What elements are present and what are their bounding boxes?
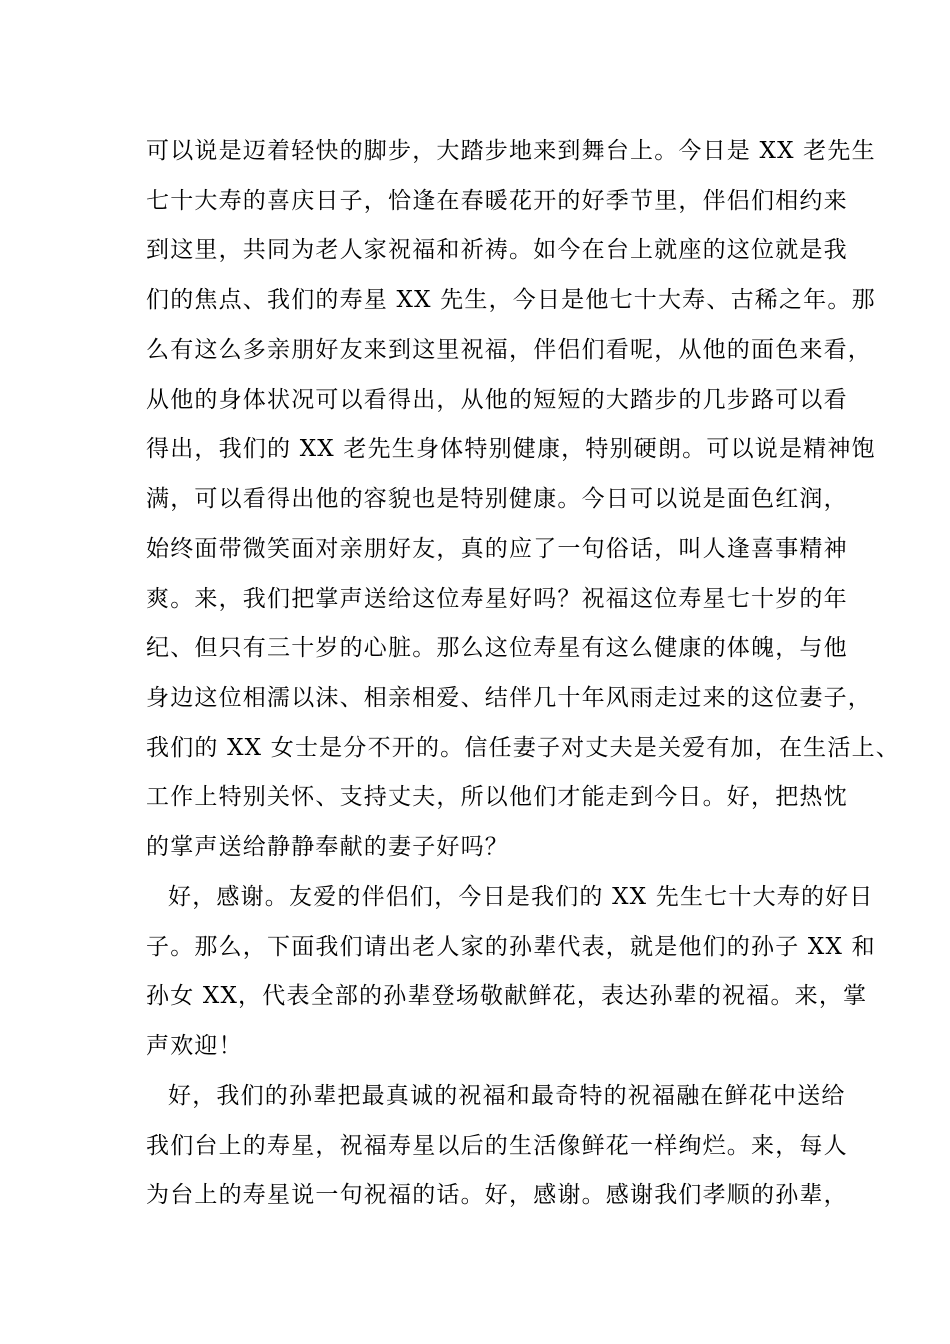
- text-line: 爽。来，我们把掌声送给这位寿星好吗？祝福这位寿星七十岁的年: [146, 586, 848, 612]
- text-line: 工作上特别关怀、支持丈夫，所以他们才能走到今日。好，把热忱: [146, 784, 848, 810]
- text-line: 么有这么多亲朋好友来到这里祝福，伴侣们看呢，从他的面色来看，: [146, 337, 872, 363]
- text-line: 从他的身体状况可以看得出，从他的短短的大踏步的几步路可以看: [146, 387, 848, 413]
- text-line: 为台上的寿星说一句祝福的话。好，感谢。感谢我们孝顺的孙辈，: [146, 1182, 848, 1208]
- text-line: 身边这位相濡以沫、相亲相爱、结伴几十年风雨走过来的这位妻子，: [146, 685, 872, 711]
- text-line: 的掌声送给静静奉献的妻子好吗？: [146, 834, 509, 860]
- text-line: 声欢迎！: [146, 1033, 243, 1059]
- text-line: 们的焦点、我们的寿星 XX 先生，今日是他七十大寿、古稀之年。那: [146, 287, 876, 313]
- text-line: 我们台上的寿星，祝福寿星以后的生活像鲜花一样绚烂。来，每人: [146, 1133, 848, 1159]
- text-line: 七十大寿的喜庆日子，恰逢在春暖花开的好季节里，伴侣们相约来: [146, 188, 848, 214]
- text-line: 我们的 XX 女士是分不开的。信任妻子对丈夫是关爱有加，在生活上、: [146, 735, 900, 761]
- text-line: 好，我们的孙辈把最真诚的祝福和最奇特的祝福融在鲜花中送给: [168, 1083, 846, 1109]
- text-line: 好，感谢。友爱的伴侣们，今日是我们的 XX 先生七十大寿的好日: [168, 884, 874, 910]
- text-line: 得出，我们的 XX 老先生身体特别健康，特别硬朗。可以说是精神饱: [146, 436, 876, 462]
- text-line: 到这里，共同为老人家祝福和祈祷。如今在台上就座的这位就是我: [146, 237, 848, 263]
- text-line: 可以说是迈着轻快的脚步，大踏步地来到舞台上。今日是 XX 老先生: [146, 138, 876, 164]
- text-line: 子。那么，下面我们请出老人家的孙辈代表，就是他们的孙子 XX 和: [146, 934, 876, 960]
- text-line: 满，可以看得出他的容貌也是特别健康。今日可以说是面色红润，: [146, 486, 848, 512]
- text-line: 孙女 XX，代表全部的孙辈登场敬献鲜花，表达孙辈的祝福。来，掌: [146, 983, 868, 1009]
- text-line: 始终面带微笑面对亲朋好友，真的应了一句俗话，叫人逢喜事精神: [146, 536, 848, 562]
- text-line: 纪、但只有三十岁的心脏。那么这位寿星有这么健康的体魄，与他: [146, 635, 848, 661]
